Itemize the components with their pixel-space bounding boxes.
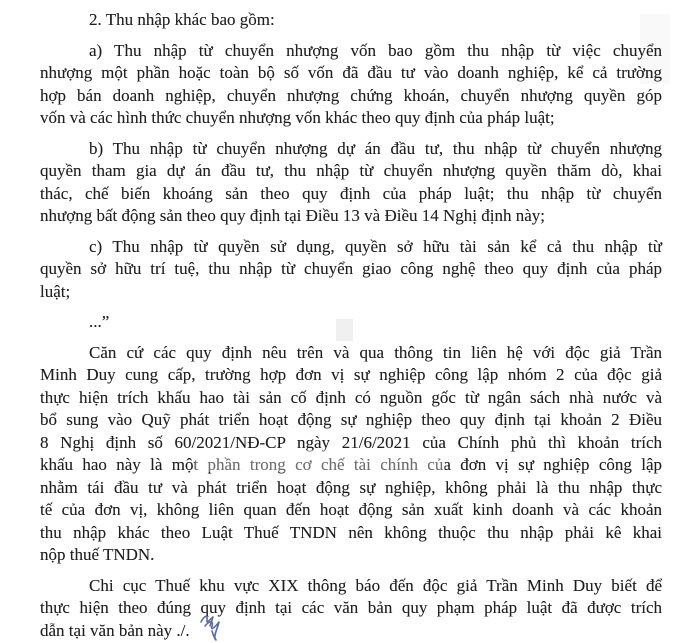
text-line: quyền tham gia dự án đầu tư, thu nhập từ chuyển nhượng quyền thăm dò, khai — [40, 161, 662, 180]
text-line: nhằm tái đầu tư và phát triển hoạt động sự nghiệp, không phải là thu nhập thực — [40, 477, 662, 497]
text-line: quyền sở hữu trí tuệ, thu nhập từ chuyển giao công nghệ theo quy định của pháp — [40, 259, 662, 278]
paragraph-closing-notice — [40, 575, 662, 643]
text-line: bổ sung vào Quỹ phát triển hoạt động sự nghiệp theo quy định tại khoản 2 Điều — [40, 410, 662, 429]
text-line: ...” — [89, 312, 110, 331]
text-line: tế của đơn vị, không liên quan đến hoạt động sản xuất kinh doanh và các khoản — [40, 500, 662, 519]
paragraph-conclusion — [40, 342, 662, 567]
text-line: Minh Duy cung cấp, trường hợp đơn vị sự nghiệp công lập nhóm 2 của độc giả — [40, 365, 662, 384]
paragraph-item-2-heading — [40, 9, 662, 32]
paragraph-point-a — [40, 40, 662, 130]
paragraph-point-b — [40, 138, 662, 228]
paragraph-ellipsis-quote — [40, 311, 662, 334]
text-line: Chi cục Thuế khu vực XIX thông báo đến độc giả Trần Minh Duy biết để — [89, 575, 662, 595]
text-line: c) Thu nhập từ quyền sử dụng, quyền sở hữu tài sản kể cả thu nhập từ — [89, 236, 662, 256]
text-line: a) Thu nhập từ chuyển nhượng vốn bao gồm thu nhập từ việc chuyển — [89, 40, 662, 60]
text-line: 8 Nghị định số 60/2021/NĐ-CP ngày 21/6/2021 của Chính phủ thì khoản trích — [40, 432, 662, 452]
text-line: luật; — [40, 281, 71, 301]
text-line: vốn và các hình thức chuyển nhượng vốn khác theo quy định của pháp luật; — [40, 108, 555, 127]
text-line: nộp thuế TNDN. — [40, 545, 155, 564]
text-line: khấu hao này là một phần trong cơ chế tài chính của đơn vị sự nghiệp công lập — [40, 455, 662, 474]
text-line: thực hiện trích khấu hao tài sản cố định có nguồn gốc từ ngân sách nhà nước và — [40, 387, 662, 407]
text-line: Căn cứ các quy định nêu trên và qua thông tin liên hệ với độc giả Trần — [89, 342, 662, 362]
text-line: b) Thu nhập từ chuyển nhượng dự án đầu tư, thu nhập từ chuyển nhượng — [89, 138, 662, 158]
text-line: hợp bán doanh nghiệp, chuyển nhượng chứng khoán, chuyển nhượng quyền góp — [40, 85, 662, 105]
text-line: thu nhập khác theo Luật Thuế TNDN nên không thuộc thu nhập phải kê khai — [40, 522, 662, 542]
text-line: thực hiện theo đúng quy định tại các văn bản quy phạm pháp luật đã được trích — [40, 598, 662, 617]
text-line: thác, chế biến khoáng sản theo quy định của pháp luật; thu nhập từ chuyển — [40, 183, 662, 203]
text-line: nhượng một phần hoặc toàn bộ số vốn đã đầu tư vào doanh nghiệp, kể cả trường — [40, 63, 662, 82]
text-line: nhượng bất động sản theo quy định tại Điều 13 và Điều 14 Nghị định này; — [40, 206, 545, 225]
paragraph-point-c — [40, 236, 662, 304]
text-line: 2. Thu nhập khác bao gồm: — [89, 10, 275, 29]
text-line: dẫn tại văn bản này ./. — [40, 620, 190, 640]
pen-flourish-icon — [199, 611, 227, 642]
